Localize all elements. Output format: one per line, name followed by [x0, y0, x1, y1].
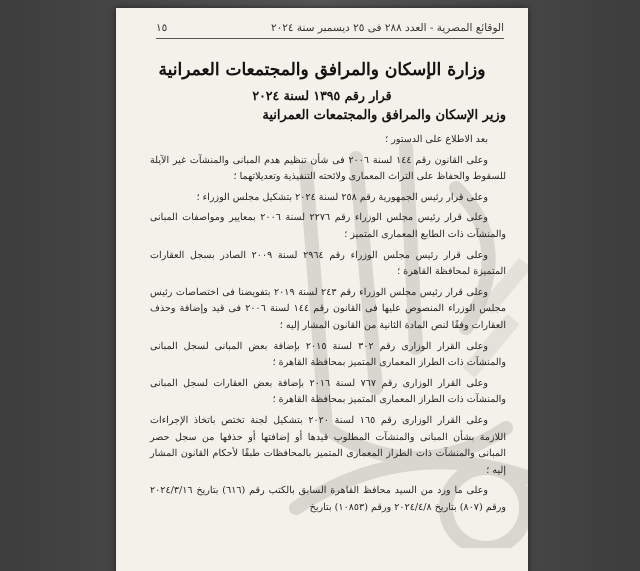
paragraph: وعلى القرار الوزارى رقم ٧٦٧ لسنة ٢٠١٦ بإضافة بعض العقارات لسجل المبانى والمنشآت ذات الطراز المعمارى المتميز بمحافظة القاهرة ؛: [150, 377, 506, 406]
paragraph: وعلى القرار الوزارى رقم ٣٠٢ لسنة ٢٠١٥ بإضافة بعض المبانى لسجل المبانى والمنشآت ذات الطراز المعمارى المتميز بمحافظة القاهرة ؛: [150, 340, 506, 369]
paragraph: وعلى قرار رئيس مجلس الوزراء رقم ٢٢٧٦ لسنة ٢٠٠٦ بمعايير ومواصفات المبانى والمنشآت ذات الطابع المعمارى المتميز ؛: [150, 212, 506, 240]
document-page: [116, 8, 528, 571]
paragraph: وعلى قرار رئيس مجلس الوزراء رقم ٢٤٣ لسنة ٢٠١٩ بتفويضنا فى اختصاصات رئيس مجلس الوزراء المنصوص عليها فى القانون رقم ١٤٤ لسنة ٢٠٠٦ فى قيد وإضافة وحذف العقارات وفقًا لنص المادة الثانية من القانون المشار إليه ؛: [150, 286, 506, 331]
decree-body: [150, 132, 506, 520]
running-header: [156, 22, 504, 39]
paragraph: وعلى قرار رئيس مجلس الوزراء رقم ٢٩٦٤ لسنة ٢٠٠٩ الصادر بسجل العقارات المتميزة لمحافظة القاهرة ؛: [150, 249, 506, 278]
minister-title: وزير الإسكان والمرافق والمجتمعات العمرانية: [262, 108, 506, 123]
paragraph: وعلى ما ورد من السيد محافظ القاهرة السابق بالكتب رقم (٦١٦) بتاريخ ٢٠٢٤/٣/١٦ ورقم (٨٠٧) بتاريخ ٢٠٢٤/٤/٨ ورقم (١٠٨٥٣) بتاريخ: [150, 485, 506, 513]
paragraph: وعلى القانون رقم ١٤٤ لسنة ٢٠٠٦ فى شأن تنظيم هدم المبانى والمنشآت غير الآيلة للسقوط والحفاظ على التراث المعمارى ولائحته التنفيذية وتعديلاتهما ؛: [150, 154, 506, 183]
page-number: ١٥: [156, 22, 168, 34]
ministry-title: وزارة الإسكان والمرافق والمجتمعات العمرانية: [158, 60, 486, 80]
paragraph: بعد الاطلاع على الدستور ؛: [385, 134, 488, 145]
running-title: الوقائع المصرية - العدد ٢٨٨ فى ٢٥ ديسمبر سنة ٢٠٢٤: [270, 22, 504, 34]
decree-title: قرار رقم ١٣٩٥ لسنة ٢٠٢٤: [252, 88, 392, 103]
paragraph: وعلى القرار الوزارى رقم ١٦٥ لسنة ٢٠٢٠ بتشكيل لجنة تختص باتخاذ الإجراءات اللازمة بشأن المبانى والمنشآت المطلوب قيدها أو إضافتها أو حذفها من سجل حصر المبانى والمنشآت ذات الطراز المعمارى المتميز بالمحافظات طبقًا لأحكام القانون المشار إليه ؛: [150, 414, 506, 476]
paragraph: وعلى قرار رئيس الجمهورية رقم ٢٥٨ لسنة ٢٠٢٤ بتشكيل مجلس الوزراء ؛: [196, 191, 488, 203]
